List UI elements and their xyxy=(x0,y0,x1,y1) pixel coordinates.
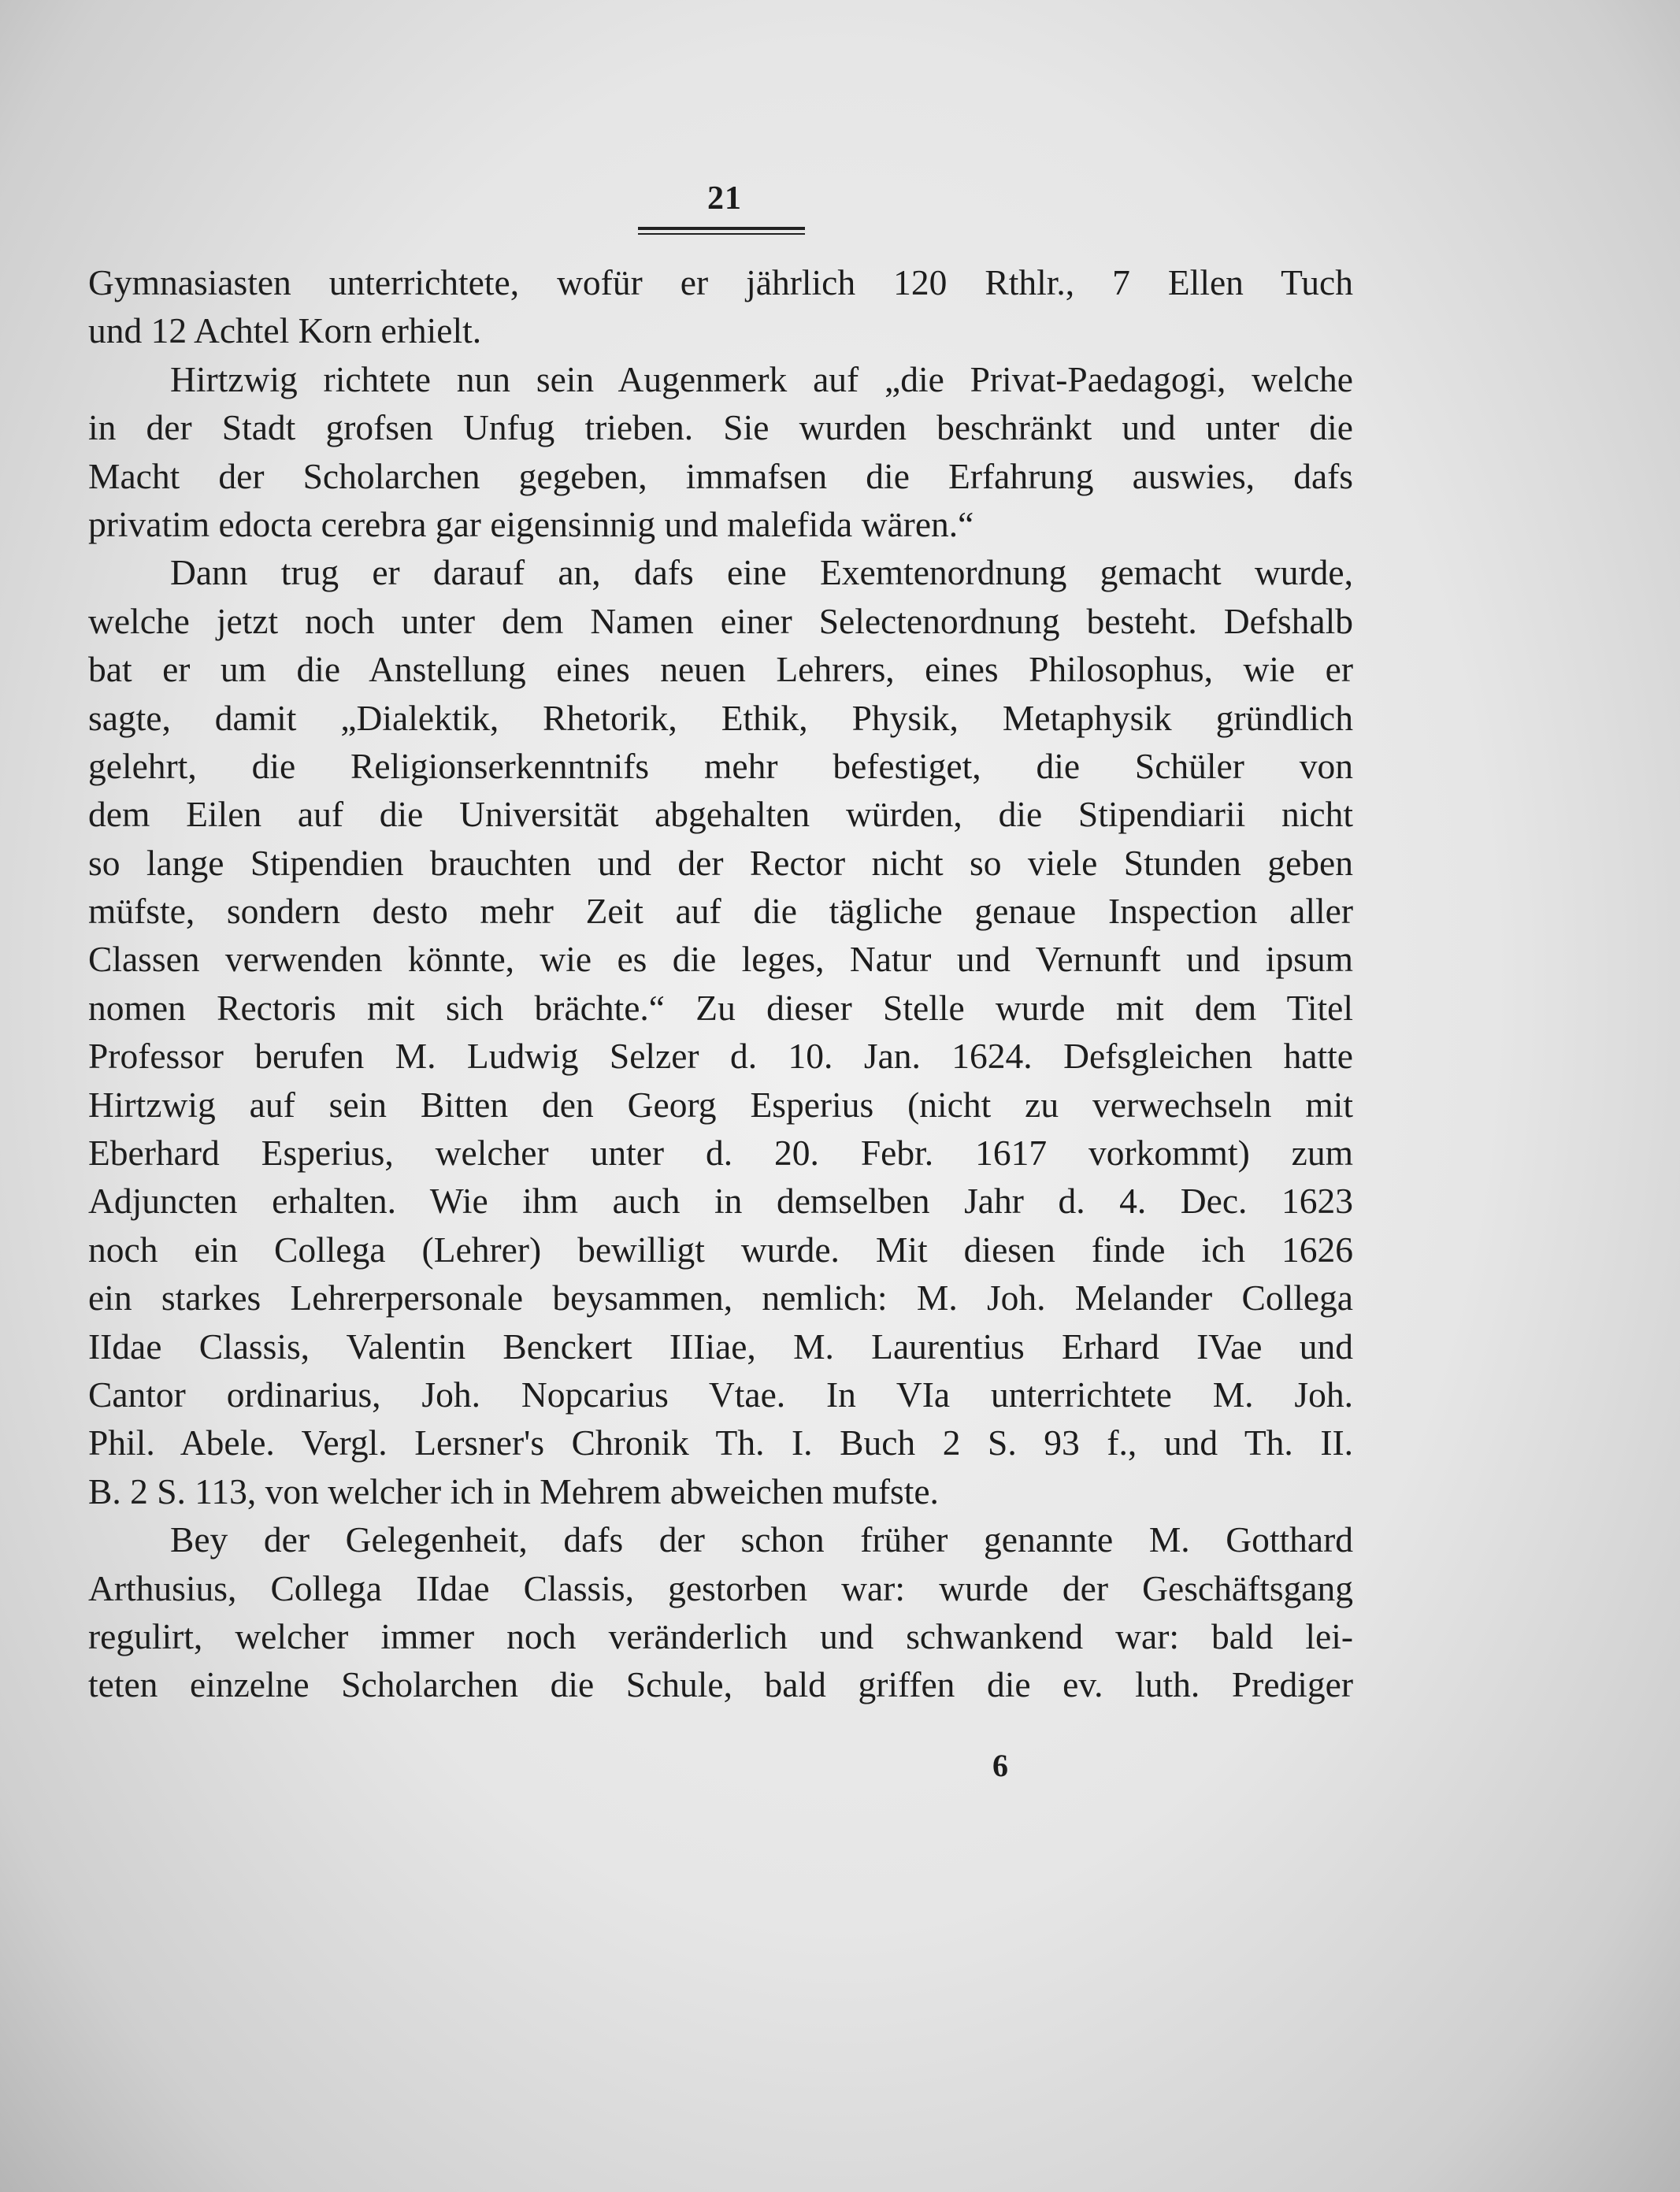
text-line: so lange Stipendien brauchten und der Rector nicht so viele Stunden geben xyxy=(88,842,1353,883)
body-text xyxy=(88,258,1353,1709)
text-line: teten einzelne Scholarchen die Schule, bald griffen die ev. luth. Prediger xyxy=(88,1664,1353,1705)
text-line: gelehrt, die Religionserkenntnifs mehr befestiget, die Schüler von xyxy=(88,745,1353,786)
text-line: privatim edocta cerebra gar eigensinnig und malefida wären.“ xyxy=(88,503,974,544)
text-line: Eberhard Esperius, welcher unter d. 20. Febr. 1617 vorkommt) zum xyxy=(88,1133,1353,1174)
text-line: Gymnasiasten unterrichtete, wofür er jährlich 120 Rthlr., 7 Ellen Tuch xyxy=(88,262,1353,302)
text-line: noch ein Collega (Lehrer) bewilligt wurde. Mit diesen finde ich 1626 xyxy=(88,1229,1353,1270)
text-line: IIdae Classis, Valentin Benckert IIIiae, M. Laurentius Erhard IVae und xyxy=(88,1326,1353,1367)
text-line: Hirtzwig auf sein Bitten den Georg Esperius (nicht zu verwechseln mit xyxy=(88,1084,1353,1125)
text-line: nomen Rectoris mit sich brächte.“ Zu dieser Stelle wurde mit dem Titel xyxy=(88,987,1353,1028)
text-line: und 12 Achtel Korn erhielt. xyxy=(88,310,482,351)
header-rule xyxy=(638,227,805,230)
text-line: Phil. Abele. Vergl. Lersner's Chronik Th. I. Buch 2 S. 93 f., und Th. II. xyxy=(88,1422,1353,1463)
text-line: dem Eilen auf die Universität abgehalten würden, die Stipendiarii nicht xyxy=(88,794,1353,835)
text-line: regulirt, welcher immer noch veränderlich und schwankend war: bald lei- xyxy=(88,1615,1353,1656)
text-line: Hirtzwig richtete nun sein Augenmerk auf „die Privat-Paedagogi, welche xyxy=(170,358,1353,399)
text-line: Bey der Gelegenheit, dafs der schon früher genannte M. Gotthard xyxy=(170,1519,1353,1560)
text-line: Dann trug er darauf an, dafs eine Exemtenordnung gemacht wurde, xyxy=(170,552,1353,593)
text-line: Professor berufen M. Ludwig Selzer d. 10. Jan. 1624. Defsgleichen hatte xyxy=(88,1036,1353,1077)
header-rule-thin xyxy=(638,233,805,235)
text-line: Arthusius, Collega IIdae Classis, gestorben war: wurde der Geschäftsgang xyxy=(88,1567,1353,1608)
text-line: müfste, sondern desto mehr Zeit auf die tägliche genaue Inspection aller xyxy=(88,891,1353,932)
text-line: sagte, damit „Dialektik, Rhetorik, Ethik, Physik, Metaphysik gründlich xyxy=(88,697,1353,738)
text-line: B. 2 S. 113, von welcher ich in Mehrem abweichen mufste. xyxy=(88,1471,939,1511)
text-line: welche jetzt noch unter dem Namen einer Selectenordnung besteht. Defshalb xyxy=(88,600,1353,641)
text-line: Classen verwenden könnte, wie es die leges, Natur und Vernunft und ipsum xyxy=(88,939,1353,980)
text-line: bat er um die Anstellung eines neuen Lehrers, eines Philosophus, wie er xyxy=(88,649,1353,690)
page-number: 21 xyxy=(707,180,742,217)
signature-mark: 6 xyxy=(992,1748,1008,1783)
text-line: in der Stadt grofsen Unfug trieben. Sie wurden beschränkt und unter die xyxy=(88,407,1353,448)
text-line: Adjuncten erhalten. Wie ihm auch in demselben Jahr d. 4. Dec. 1623 xyxy=(88,1181,1353,1222)
text-line: ein starkes Lehrerpersonale beysammen, nemlich: M. Joh. Melander Collega xyxy=(88,1278,1353,1319)
text-line: Macht der Scholarchen gegeben, immafsen die Erfahrung auswies, dafs xyxy=(88,455,1353,496)
text-line: Cantor ordinarius, Joh. Nopcarius Vtae. In VIa unterrichtete M. Joh. xyxy=(88,1374,1353,1415)
